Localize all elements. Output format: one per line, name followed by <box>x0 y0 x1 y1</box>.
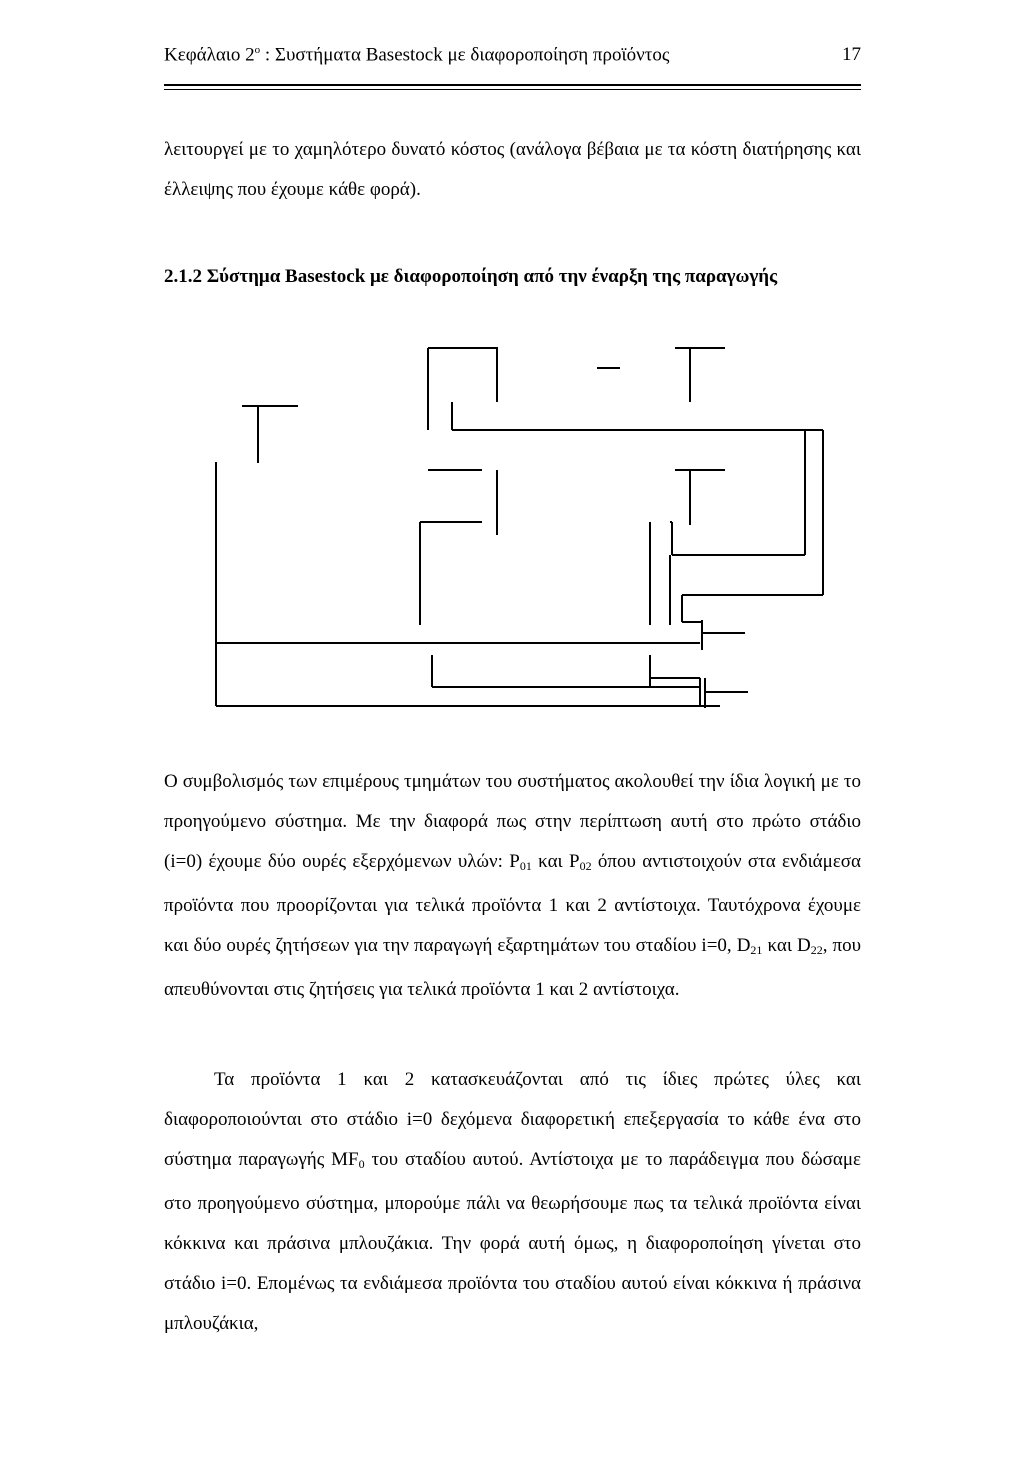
body-paragraph-2: Τα προϊόντα 1 και 2 κατασκευάζονται από τις ίδιες πρώτες ύλες και διαφοροποιούνται στο στάδιο i=0 δεχόμενα διαφορετική επεξεργασία το κάθε ένα στο σύστημα παραγωγής $MF_0$ του σταδίου αυτού. Αντίστοιχα με το παράδειγμα που δώσαμε στο προηγούμενο σύστημα, μπορούμε πάλι να θεωρήσουμε πως τα τελικά προϊόντα είναι κόκκινα και πράσινα μπλουζάκια. Την φορά αυτή όμως, η διαφοροποίηση γίνεται στο στάδιο i=0. Επομένως τα ενδιάμεσα προϊόντα του σταδίου αυτού είναι κόκκινα ή πράσινα μπλουζάκια, <box>164 1069 862 1334</box>
body-paragraph-1: Ο συμβολισμός των επιμέρους τμημάτων του συστήματος ακολουθεί την ίδια λογική με το προηγούμενο σύστημα. Με την διαφορά πως στην περίπτωση αυτή στο πρώτο στάδιο (i=0) έχουμε δύο ουρές εξερχόμενων υλών: $P_{01}$ και $P_{02}$ όπου αντιστοιχούν στα ενδιάμεσα προϊόντα που προορίζονται για τελικά προϊόντα 1 και 2 αντίστοιχα. Ταυτόχρονα έχουμε και δύο ουρές ζητήσεων για την παραγωγή εξαρτημάτων του σταδίου i=0, $D_{21}$ και $D_{22}$, που απευθύνονται στις ζητήσεις για τελικά προϊόντα 1 και 2 αντίστοιχα. <box>164 771 861 1000</box>
system-diagram <box>200 330 840 715</box>
intro-paragraph: λειτουργεί με το χαμηλότερο δυνατό κόστος (ανάλογα βέβαια με τα κόστη διατήρησης και έλλειψης που έχουμε κάθε φορά). <box>164 139 861 200</box>
page-header <box>164 44 861 74</box>
page-number: 17 <box>842 44 861 65</box>
section-heading: 2.1.2 Σύστημα Basestock με διαφοροποίηση από την έναρξη της παραγωγής <box>164 266 778 287</box>
header-rule <box>164 84 861 86</box>
header-rule-thin <box>164 89 861 90</box>
chapter-title: Κεφάλαιο $2^o$ : Συστήματα Basestock με διαφοροποίηση προϊόντος <box>164 44 670 66</box>
